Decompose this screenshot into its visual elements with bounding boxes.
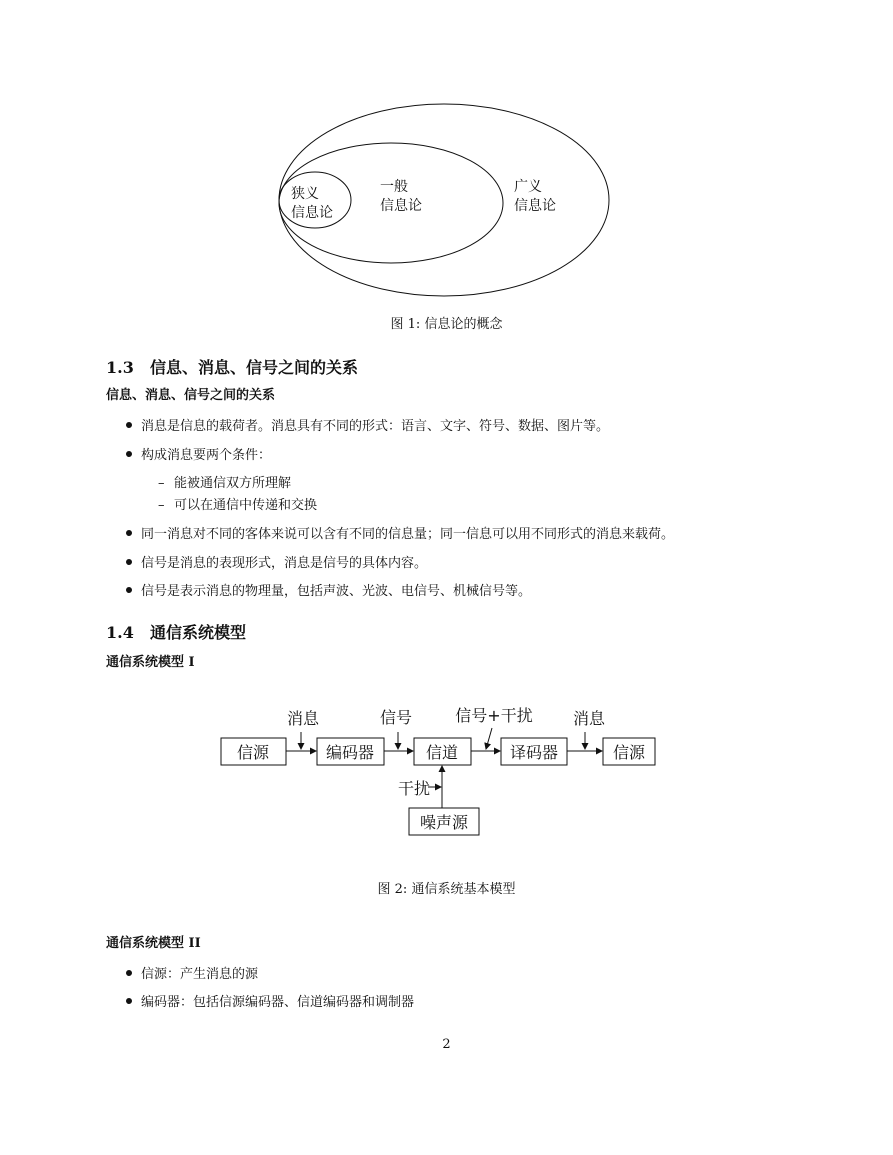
label-message-2: 消息 bbox=[572, 709, 606, 728]
figure-1-diagram bbox=[0, 0, 893, 310]
label-signal: 信号 bbox=[379, 708, 413, 727]
noise-source-box-label: 噪声源 bbox=[419, 813, 469, 832]
section-1-4-number: 1.4 bbox=[106, 623, 134, 642]
channel-box-label: 信道 bbox=[425, 743, 459, 762]
bullet-dot bbox=[126, 587, 132, 593]
general-label-line1: 一般 bbox=[380, 179, 408, 195]
figure-2-diagram bbox=[0, 690, 893, 850]
section-1-3-paragraph-title: 信息、消息、信号之间的关系 bbox=[106, 388, 276, 403]
general-label-line2: 信息论 bbox=[380, 198, 422, 214]
bullet-dot bbox=[126, 530, 132, 536]
list-item-text: 信源：产生消息的源 bbox=[141, 967, 259, 982]
page-number: 2 bbox=[442, 1037, 451, 1052]
sub-list-item: – 可以在通信中传递和交换 bbox=[158, 498, 318, 513]
label-interference: 干扰 bbox=[397, 779, 431, 798]
source-box-label: 信源 bbox=[236, 743, 270, 762]
sub-list-item-text: 可以在通信中传递和交换 bbox=[174, 498, 318, 513]
section-1-4-heading bbox=[106, 620, 246, 643]
broad-ellipse bbox=[279, 104, 609, 296]
bullet-dot bbox=[126, 451, 132, 457]
list-item-text: 信号是消息的表现形式，消息是信号的具体内容。 bbox=[141, 556, 428, 571]
sub-list-item-text: 能被通信双方所理解 bbox=[174, 476, 292, 491]
section-1-4-paragraph-title-1: 通信系统模型 I bbox=[106, 655, 195, 670]
decoder-box-label: 译码器 bbox=[509, 743, 559, 762]
bullet-dot bbox=[126, 559, 132, 565]
list-item-text: 编码器：包括信源编码器、信道编码器和调制器 bbox=[141, 995, 415, 1010]
bullet-dot bbox=[126, 998, 132, 1004]
pointer-signal-noise bbox=[486, 728, 492, 749]
list-item-text: 构成消息要两个条件： bbox=[141, 448, 272, 463]
section-1-3-title: 信息、消息、信号之间的关系 bbox=[150, 358, 359, 377]
list-item-text: 消息是信息的载荷者。消息具有不同的形式：语言、文字、符号、数据、图片等。 bbox=[141, 419, 610, 434]
section-1-4-paragraph-title-2: 通信系统模型 II bbox=[106, 936, 201, 951]
list-item-text: 信号是表示消息的物理量，包括声波、光波、电信号、机械信号等。 bbox=[141, 584, 532, 599]
label-signal-noise: 信号+干扰 bbox=[455, 706, 533, 725]
broad-label-line2: 信息论 bbox=[514, 198, 556, 214]
section-1-3-heading bbox=[106, 355, 358, 378]
section-1-3-number: 1.3 bbox=[106, 358, 134, 377]
bullet-dot bbox=[126, 422, 132, 428]
list-item-text: 同一消息对不同的客体来说可以含有不同的信息量；同一信息可以用不同形式的消息来载荷。 bbox=[141, 527, 675, 542]
figure-1-caption: 图 1: 信息论的概念 bbox=[390, 317, 503, 332]
section-1-4-title: 通信系统模型 bbox=[150, 623, 247, 642]
bullet-dot bbox=[126, 970, 132, 976]
label-message-1: 消息 bbox=[286, 709, 320, 728]
sub-list-item: – 能被通信双方所理解 bbox=[158, 476, 292, 491]
sink-box-label: 信源 bbox=[612, 743, 646, 762]
narrow-label-line2: 信息论 bbox=[291, 205, 333, 221]
encoder-box-label: 编码器 bbox=[325, 743, 375, 762]
narrow-label-line1: 狭义 bbox=[291, 186, 319, 202]
figure-2-caption: 图 2: 通信系统基本模型 bbox=[377, 882, 516, 897]
broad-label-line1: 广义 bbox=[514, 179, 542, 195]
